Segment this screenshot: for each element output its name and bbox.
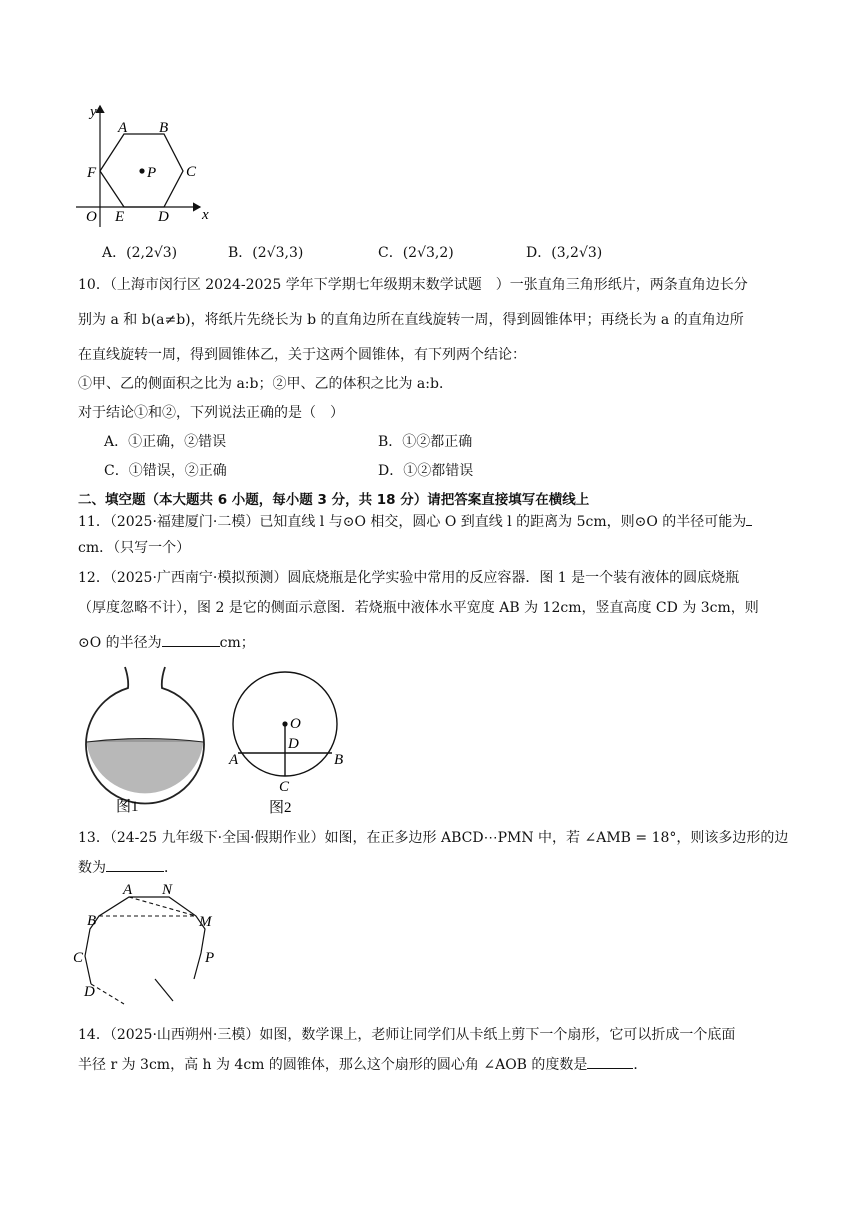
label-b: B (159, 120, 169, 136)
polygon-sides (85, 897, 205, 984)
option-letter: C． (104, 463, 129, 479)
q11-text: 11．（2025·福建厦门·二模）已知直线 l 与⊙O 相交，圆心 O 到直线 l 的距离为 5cm，则⊙O 的半径可能为 (78, 514, 747, 530)
label-a: A (123, 882, 133, 898)
label-c: C (279, 779, 290, 795)
q14-text-pre: 半径 r 为 3cm，高 h 为 4cm 的圆锥体，那么这个扇形的圆心角 ∠AOB 的度数是 (78, 1057, 588, 1073)
label-f: F (87, 165, 97, 181)
label-d: D (288, 736, 299, 752)
q14-text-post: ． (633, 1057, 648, 1073)
answer-blank[interactable] (746, 511, 752, 526)
q13-line-1: 13．（24-25 九年级下·全国·假期作业）如图，在正多边形 ABCD⋯PMN 中，若 ∠AMB = 18°，则该多边形的边 (78, 830, 789, 846)
polygon-figure (72, 880, 232, 1005)
label-c: C (186, 164, 197, 180)
option-letter: A． (102, 245, 127, 261)
q10-option-c[interactable] (104, 460, 227, 482)
option-value: (2√3,2) (402, 245, 454, 261)
label-a: A (229, 752, 239, 768)
q14-line-2 (78, 1054, 647, 1075)
label-o: O (86, 209, 97, 225)
q13-text-pre: 数为 (78, 860, 106, 876)
label-o: O (290, 716, 301, 732)
q10-option-b[interactable] (378, 431, 472, 453)
option-letter: D． (526, 245, 552, 261)
fig2-caption: 图2 (269, 800, 292, 816)
q13-text-post: ． (164, 860, 178, 876)
q9-option-a[interactable] (102, 242, 177, 264)
q11-line-1 (78, 511, 752, 532)
answer-blank[interactable] (162, 632, 220, 647)
label-d: D (84, 984, 95, 1000)
option-letter: B． (378, 434, 403, 450)
q12-text-pre: ⊙O 的半径为 (78, 635, 162, 651)
option-text: ①错误，②正确 (128, 463, 227, 479)
label-b: B (87, 913, 97, 929)
label-c: C (73, 950, 84, 966)
option-value: (2,2√3) (126, 245, 178, 261)
option-text: ①正确，②错误 (128, 434, 227, 450)
option-text: ①②都错误 (403, 463, 474, 479)
flask-figure (80, 665, 210, 815)
q12-line-1: 12．（2025·广西南宁·模拟预测）圆底烧瓶是化学实验中常用的反应容器．图 1 是一个装有液体的圆底烧瓶 (78, 570, 740, 586)
q10-line-4: ①甲、乙的侧面积之比为 a:b；②甲、乙的体积之比为 a:b． (78, 376, 453, 392)
option-letter: D． (378, 463, 404, 479)
q10-option-a[interactable] (104, 431, 226, 453)
label-e: E (115, 209, 125, 225)
label-m: M (199, 914, 212, 930)
label-b: B (334, 752, 344, 768)
label-x: x (202, 207, 209, 223)
label-p: P (147, 165, 157, 181)
q10-line-5: 对于结论①和②，下列说法正确的是（ ） (78, 405, 344, 421)
label-y: y (90, 104, 97, 120)
option-text: ①②都正确 (402, 434, 473, 450)
q11-line-2: cm．（只写一个） (78, 540, 191, 556)
fig1-caption: 图1 (116, 799, 139, 815)
section-heading: 二、填空题（本大题共 6 小题，每小题 3 分，共 18 分）请把答案直接填写在横线上 (78, 492, 590, 508)
option-letter: C． (378, 245, 403, 261)
q9-hexagon-figure (72, 100, 212, 230)
flask-liquid (87, 742, 204, 793)
q9-option-b[interactable] (228, 242, 303, 264)
circle-figure (226, 660, 356, 820)
q10-line-3: 在直线旋转一周，得到圆锥体乙，关于这两个圆锥体，有下列两个结论： (78, 347, 526, 363)
label-a: A (118, 120, 128, 136)
option-value: (3,2√3) (551, 245, 603, 261)
polygon-sides (155, 979, 173, 1001)
label-d: D (158, 209, 169, 225)
center-o (282, 721, 287, 726)
option-letter: B． (228, 245, 253, 261)
q9-option-d[interactable] (526, 242, 602, 264)
flask-liquid-surface (87, 739, 204, 743)
option-value: (2√3,3) (252, 245, 304, 261)
label-n: N (162, 882, 173, 898)
answer-blank[interactable] (587, 1054, 633, 1069)
point-p (139, 168, 144, 173)
segment-d-dashed (91, 984, 124, 1004)
q10-line-1: 10．（上海市闵行区 2024-2025 学年下学期七年级期末数学试题 ）一张直角三角形纸片，两条直角边长分 (78, 277, 748, 293)
q10-line-2: 别为 a 和 b(a≠b)，将纸片先绕长为 b 的直角边所在直线旋转一周，得到圆锥体甲；再绕长为 a 的直角边所 (78, 312, 744, 328)
q12-line-2: （厚度忽略不计），图 2 是它的侧面示意图．若烧瓶中液体水平宽度 AB 为 12cm，竖直高度 CD 为 3cm，则 (78, 600, 759, 616)
q12-text-post: cm； (219, 635, 255, 651)
label-p: P (205, 950, 215, 966)
q13-line-2 (78, 857, 178, 878)
q14-line-1: 14．（2025·山西朔州·三模）如图，数学课上，老师让同学们从卡纸上剪下一个扇形，它可以折成一个底面 (78, 1027, 736, 1043)
q10-option-d[interactable] (378, 460, 473, 482)
q9-option-c[interactable] (378, 242, 454, 264)
answer-blank[interactable] (106, 857, 164, 872)
option-letter: A． (104, 434, 129, 450)
q12-line-3 (78, 632, 255, 653)
segment-am-dashed (129, 897, 196, 916)
